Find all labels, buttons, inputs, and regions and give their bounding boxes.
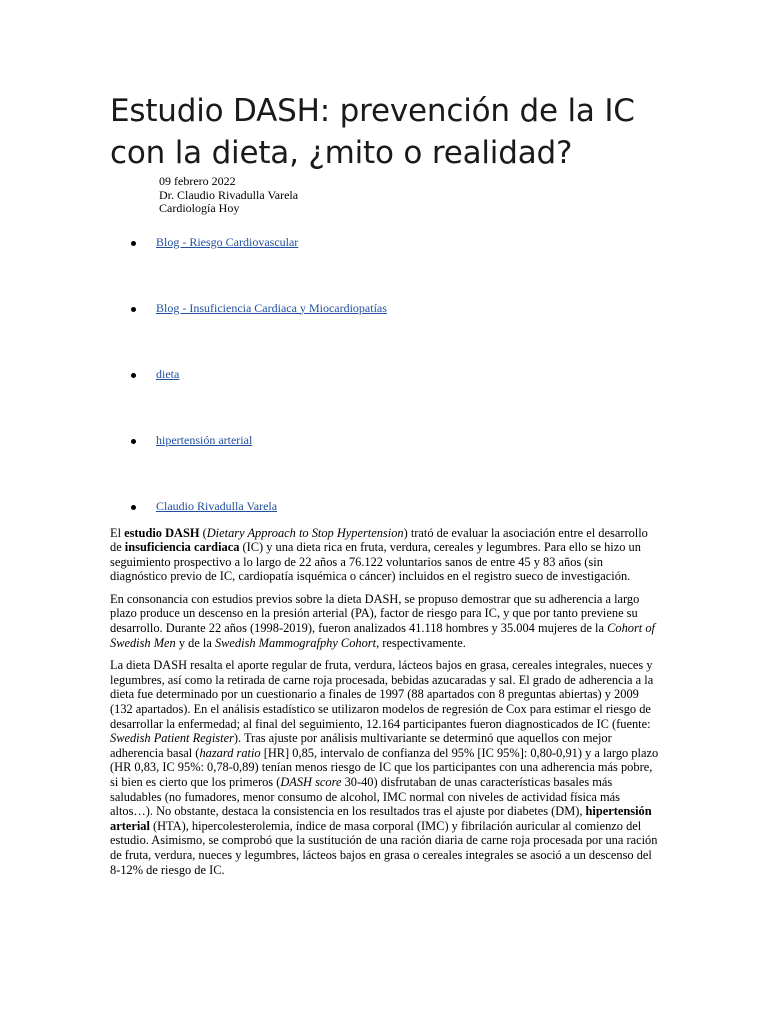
text-run: 30-40) disfrutaban de unas características basales más saludables (no fumadores, menor consumo de alcohol, IMC normal con niveles de actividad física más altos…). No obstante, destaca la consistencia en los resultados tras el ajuste por diabetes (DM),	[110, 775, 620, 819]
text-run: La dieta DASH resalta el aporte regular de fruta, verdura, lácteos bajos en grasa, cereales integrales, nueces y legumbres, así como la retirada de carne roja procesada, bebidas azucaradas y sal. El grado de adherencia a la dieta fue determinado por un cuestionario a finales de 1997 (88 apartados con 8 preguntas abiertas) y 2009 (132 apartados). En el análisis estadístico se utilizaron modelos de regresión de Cox para estimar el riesgo de desarrollar la enfermedad; al final del seguimiento, 12.164 participantes fueron diagnosticados de IC (fuente:	[110, 658, 654, 731]
text-run: ). Tras ajuste por análisis multivariante se determinó que aquellos con mejor adherencia basal (	[110, 731, 612, 760]
article-meta	[159, 175, 662, 216]
italic-term: hazard ratio	[199, 745, 261, 760]
list-item	[110, 499, 662, 565]
text-run: (IC) y una dieta rica en fruta, verdura, cereales y legumbres. Para ello se hizo un seguimiento prospectivo a lo largo de 22 años a 76.122 voluntarios sanos de entre 45 y 83 años (sin diagnóstico previo de IC, cardiopatía isquémica o cáncer) incluidos en el registro sueco de investigación.	[110, 540, 641, 584]
bullet-icon	[131, 241, 136, 246]
list-item	[110, 367, 662, 433]
tag-link-dieta[interactable]: dieta	[156, 366, 180, 381]
text-run: El	[110, 525, 125, 540]
list-item	[110, 433, 662, 499]
bullet-icon	[131, 307, 136, 312]
article-author: Dr. Claudio Rivadulla Varela	[159, 187, 299, 202]
italic-term: Dietary Approach to Stop Hypertension	[206, 525, 404, 540]
tag-link-author[interactable]: Claudio Rivadulla Varela	[156, 498, 278, 513]
paragraph-2	[110, 592, 662, 650]
italic-term: Swedish Patient Register	[110, 731, 234, 746]
article-date: 09 febrero 2022	[159, 174, 236, 188]
tag-link-riesgo-cardiovascular[interactable]: Blog - Riesgo Cardiovascular	[156, 234, 299, 249]
bold-term: insuficiencia cardiaca	[124, 540, 240, 555]
tag-link-insuficiencia-cardiaca[interactable]: Blog - Insuficiencia Cardiaca y Miocardiopatías	[156, 300, 387, 315]
bullet-icon	[131, 373, 136, 378]
text-run: En consonancia con estudios previos sobre la dieta DASH, se propuso demostrar que su adherencia a largo plazo produce un descenso en la presión arterial (PA), factor de riesgo para IC, y que por tanto previene su desarrollo. Durante 22 años (1998-2019), fueron analizados 41.118 hombres y 35.004 mujeres de la	[110, 591, 640, 636]
paragraph-3	[110, 658, 662, 877]
article	[110, 90, 662, 885]
article-body	[110, 526, 662, 878]
list-item	[110, 301, 662, 367]
text-run: (	[199, 525, 207, 540]
list-item	[110, 235, 662, 301]
italic-term: DASH score	[280, 775, 342, 789]
text-run: ) trató de evaluar la asociación entre el desarrollo de	[110, 525, 648, 555]
text-run: y de la	[175, 635, 215, 650]
bullet-icon	[131, 439, 136, 444]
tag-link-hipertension-arterial[interactable]: hipertensión arterial	[156, 432, 253, 447]
tag-list-container	[110, 235, 662, 565]
text-run: , respectivamente.	[376, 635, 466, 650]
article-source: Cardiología Hoy	[159, 201, 240, 215]
bullet-icon	[131, 505, 136, 510]
tag-list	[110, 235, 662, 565]
article-title: Estudio DASH: prevención de la IC con la dieta, ¿mito o realidad?	[110, 93, 635, 171]
bold-term: estudio DASH	[124, 525, 200, 540]
text-run: (HTA), hipercolesterolemia, índice de masa corporal (IMC) y fibrilación auricular al comienzo del estudio. Asimismo, se comprobó que la sustitución de una ración diaria de carne roja procesada por una ración de fruta, verdura, nueces y legumbres, lácteos bajos en grasa o cereales integrales se asoció a un descenso del 8-12% de riesgo de IC.	[110, 818, 658, 877]
italic-term: Swedish Mammografphy Cohort	[214, 635, 377, 650]
italic-term: Cohort of Swedish Men	[110, 621, 655, 650]
bold-term: hipertensión arterial	[110, 804, 652, 833]
text-run: [HR] 0,85, intervalo de confianza del 95% [IC 95%]: 0,80-0,91) y a largo plazo (HR 0,83, IC 95%: 0,78-0,89) tenían menos riesgo de IC que los participantes con una adherencia más pobre, si bien es cierto que los primeros (	[110, 745, 659, 789]
